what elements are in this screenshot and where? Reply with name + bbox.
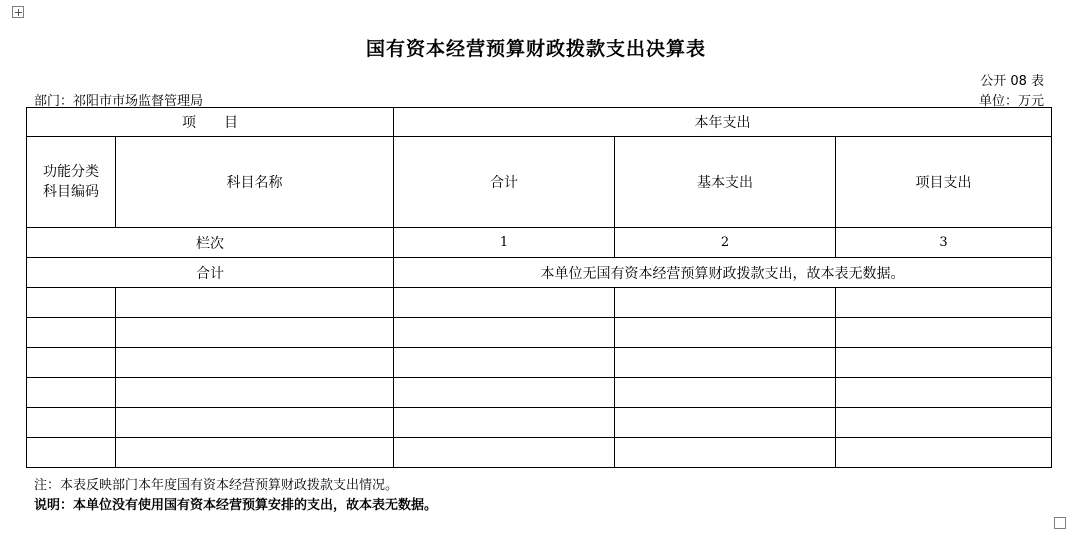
header-subject-name: 科目名称	[116, 137, 394, 228]
empty-cell[interactable]	[615, 408, 836, 438]
empty-cell[interactable]	[615, 288, 836, 318]
header-func-code	[27, 137, 116, 228]
total-label: 合计	[27, 258, 394, 288]
table-explanation: 说明：本单位没有使用国有资本经营预算安排的支出，故本表无数据。	[34, 498, 438, 513]
empty-cell[interactable]	[615, 438, 836, 468]
empty-cell[interactable]	[615, 348, 836, 378]
header-basic: 基本支出	[615, 137, 836, 228]
empty-cell[interactable]	[116, 318, 394, 348]
table-row	[27, 408, 1052, 438]
empty-cell[interactable]	[615, 378, 836, 408]
table-header-row	[27, 108, 1052, 137]
table-row	[27, 438, 1052, 468]
resize-handle-icon[interactable]	[1054, 517, 1066, 529]
empty-cell[interactable]	[116, 378, 394, 408]
empty-cell[interactable]	[116, 348, 394, 378]
empty-cell[interactable]	[394, 408, 615, 438]
empty-cell[interactable]	[836, 378, 1052, 408]
header-total: 合计	[394, 137, 615, 228]
empty-cell[interactable]	[394, 378, 615, 408]
total-message: 本单位无国有资本经营预算财政拨款支出，故本表无数据。	[394, 258, 1052, 288]
empty-cell[interactable]	[836, 438, 1052, 468]
table-row	[27, 318, 1052, 348]
column-number-2: 2	[615, 228, 836, 258]
empty-cell[interactable]	[27, 438, 116, 468]
total-row	[27, 258, 1052, 288]
header-project: 项目支出	[836, 137, 1052, 228]
empty-cell[interactable]	[836, 348, 1052, 378]
empty-cell[interactable]	[394, 348, 615, 378]
expenditure-table	[26, 107, 1052, 468]
department-label: 部门：祁阳市市场监督管理局	[34, 94, 204, 109]
empty-cell[interactable]	[615, 318, 836, 348]
header-current-year: 本年支出	[394, 108, 1052, 137]
table-note: 注：本表反映部门本年度国有资本经营预算财政拨款支出情况。	[34, 478, 399, 493]
column-number-1: 1	[394, 228, 615, 258]
table-subheader-row	[27, 137, 1052, 228]
table-move-handle-icon[interactable]	[12, 6, 24, 18]
column-order-row	[27, 228, 1052, 258]
empty-cell[interactable]	[394, 318, 615, 348]
table-row	[27, 378, 1052, 408]
header-func-code-line1: 功能分类	[43, 164, 99, 180]
empty-cell[interactable]	[27, 288, 116, 318]
empty-cell[interactable]	[836, 318, 1052, 348]
page-title: 国有资本经营预算财政拨款支出决算表	[365, 38, 706, 60]
empty-cell[interactable]	[394, 438, 615, 468]
header-item: 项 目	[27, 108, 394, 137]
form-number: 公开 08 表	[980, 74, 1044, 89]
empty-cell[interactable]	[116, 408, 394, 438]
header-func-code-line2: 科目编码	[43, 184, 99, 200]
unit-label: 单位：万元	[978, 94, 1044, 109]
empty-cell[interactable]	[27, 378, 116, 408]
column-number-3: 3	[836, 228, 1052, 258]
empty-cell[interactable]	[27, 348, 116, 378]
table-row	[27, 348, 1052, 378]
table-row	[27, 288, 1052, 318]
empty-cell[interactable]	[27, 318, 116, 348]
empty-cell[interactable]	[394, 288, 615, 318]
empty-cell[interactable]	[836, 288, 1052, 318]
empty-cell[interactable]	[836, 408, 1052, 438]
empty-cell[interactable]	[27, 408, 116, 438]
column-order-label: 栏次	[27, 228, 394, 258]
empty-cell[interactable]	[116, 438, 394, 468]
empty-cell[interactable]	[116, 288, 394, 318]
